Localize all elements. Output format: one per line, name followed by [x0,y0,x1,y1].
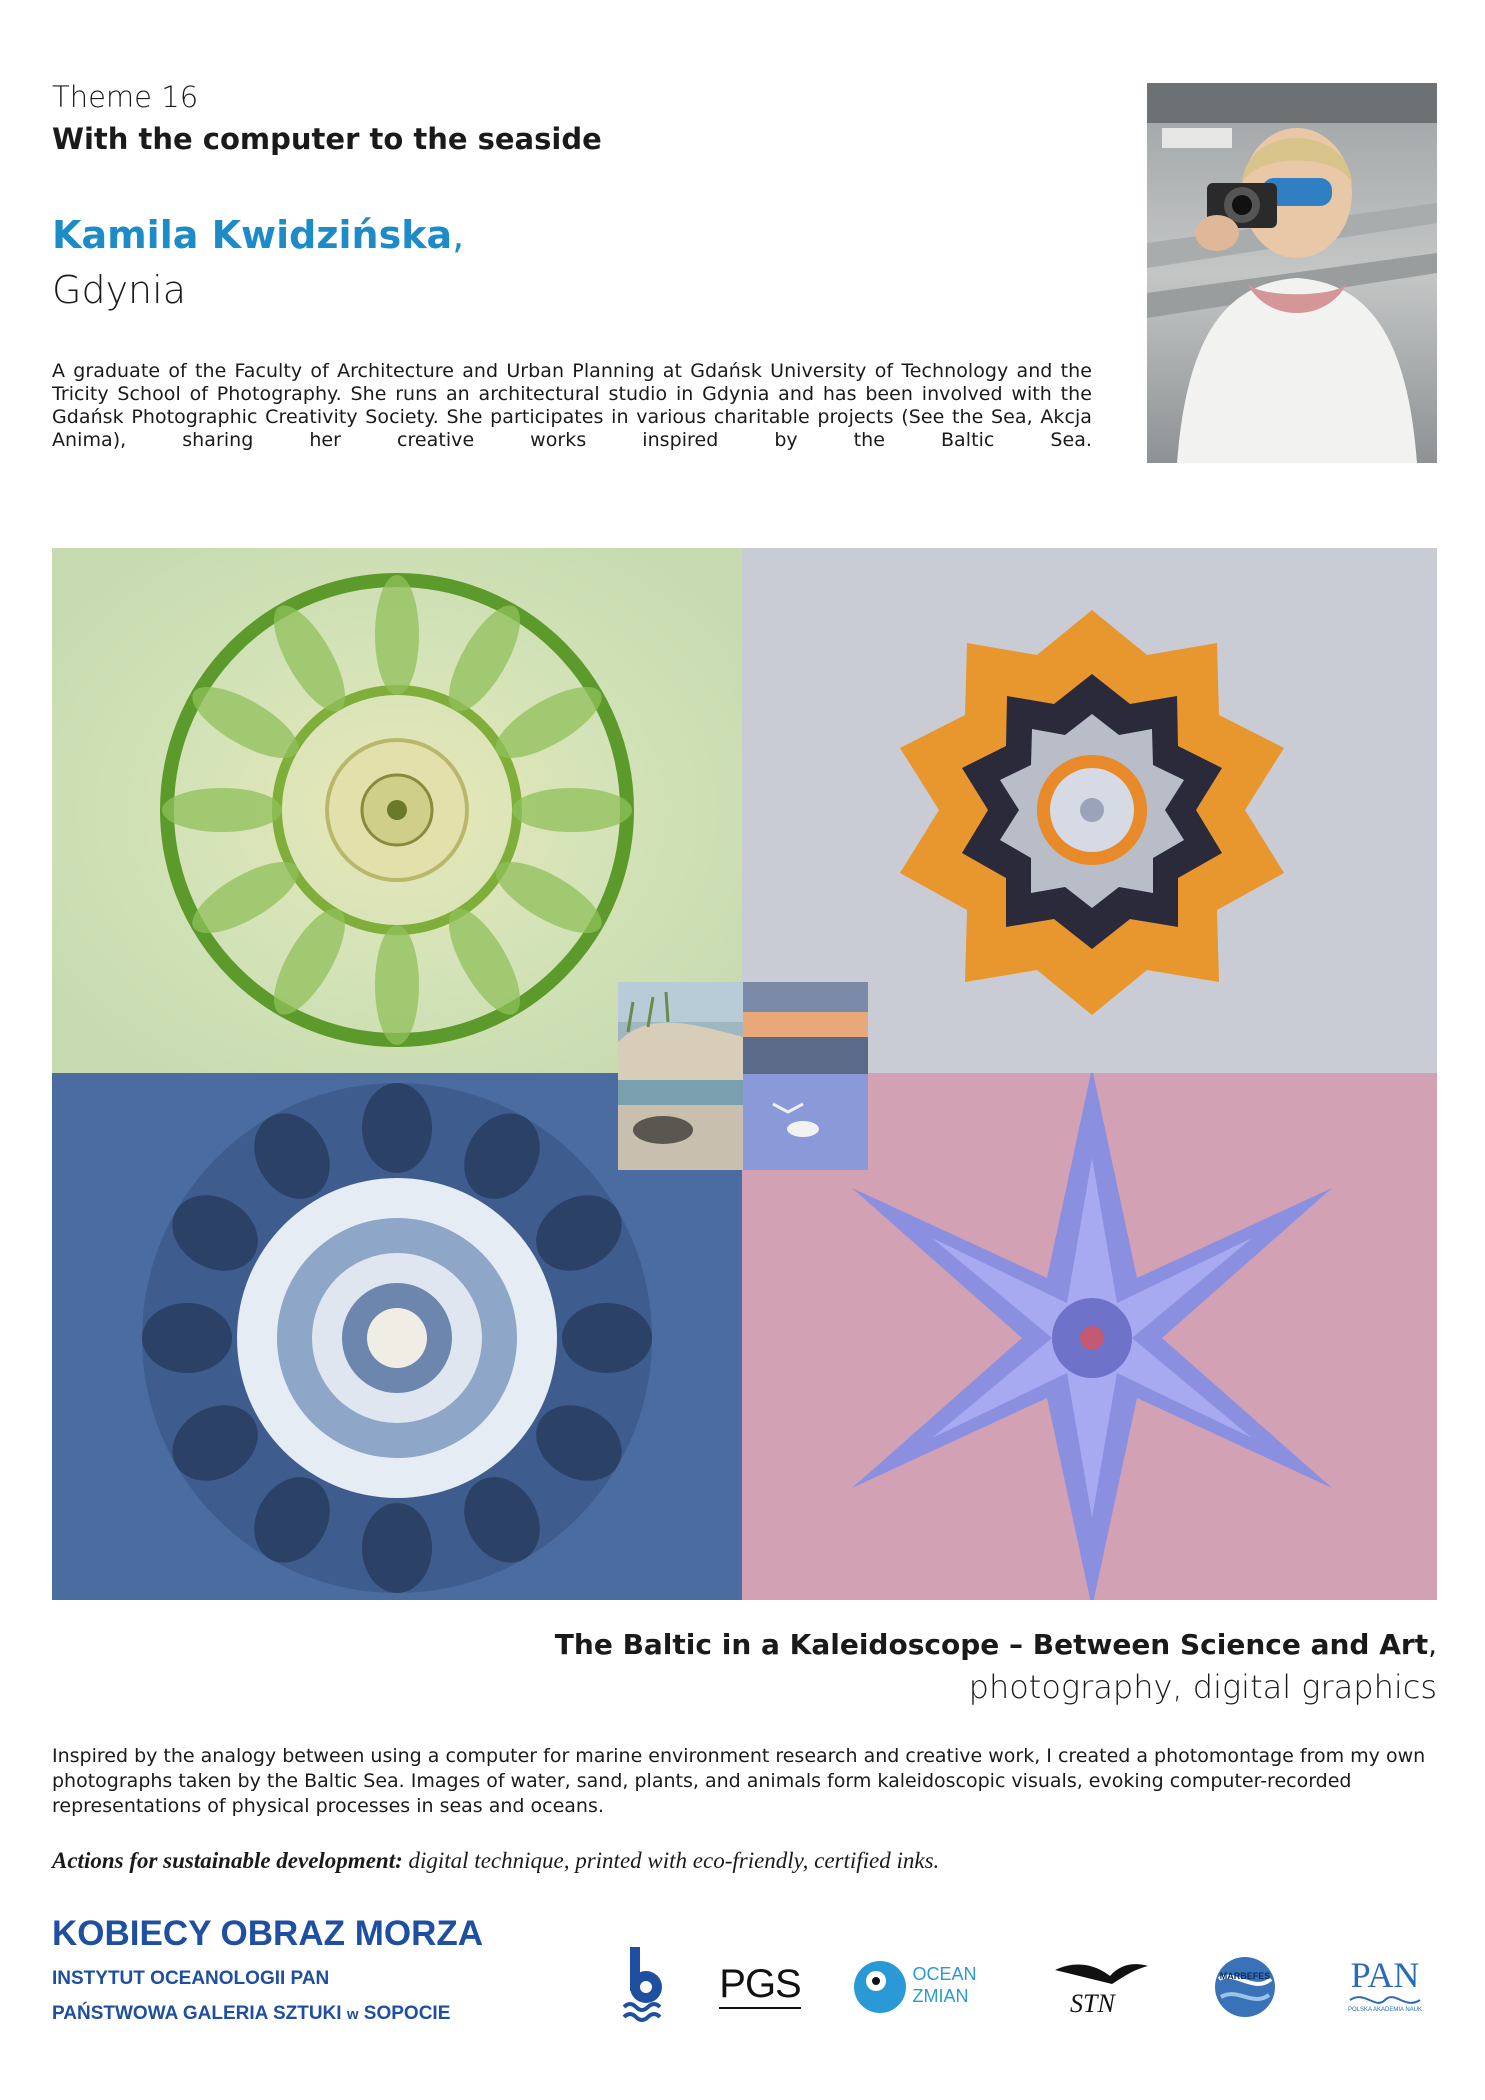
pan-academy-logo [1340,1945,1430,2025]
pan-wave-icon [1345,1993,1425,2007]
seagull-photo [743,1074,868,1170]
pgs-logo-text: PGS [719,1962,800,2009]
pgs-logo [719,1945,801,2025]
ocean-text: OCEAN [912,1964,977,1984]
actions-label: Actions for sustainable development: [52,1848,403,1873]
ocean-zmian-logo [848,1945,983,2025]
footer-institute: INSTYTUT OCEANOLOGII PAN [52,1968,330,1989]
theme-title: With the computer to the seaside [52,122,602,156]
author-bio: A graduate of the Faculty of Architecture and Urban Planning at Gdańsk University of Technology and the Tricity School of Photography. She runs an architectural studio in Gdynia and has been involved with the Gdańsk Photographic Creativity Society. She participates in various charitable projects (See the Sea, Akcja Anima), sharing her creative works inspired by the Baltic Sea. [52,360,1092,451]
artwork-title [555,1628,1437,1661]
artwork-title-text: The Baltic in a Kaleidoscope – Between Science and Art [554,1628,1429,1661]
author-portrait-photo [1147,83,1437,463]
zmian-text: ZMIAN [912,1986,969,2006]
pan-logo-text: PAN [1350,1955,1420,1995]
author-city: Gdynia [52,268,186,312]
footer-project-title: KOBIECY OBRAZ MORZA [52,1914,484,1953]
footer-gallery-w: w [346,2006,359,2023]
author-name [52,213,464,257]
dune-photo [618,982,743,1080]
theme-label: Theme 16 [52,80,199,114]
footer-gallery-part2: SOPOCIE [358,2003,451,2024]
stn-logo [1050,1945,1150,2025]
seal-photo [618,1080,743,1170]
marbefes-text: MARBEFES [1219,1971,1271,1981]
sustainability-actions [52,1848,939,1874]
sunset-photo [743,982,868,1074]
actions-text: digital technique, printed with eco-friendly, certified inks. [402,1848,940,1873]
footer-gallery-part1: PAŃSTWOWA GALERIA SZTUKI [52,2003,347,2024]
marbefes-globe-icon [1209,1949,1281,2021]
ocean-drop-icon [854,1955,906,2015]
kaleidoscope-collage [52,548,1437,1600]
stn-logo-text: STN [1070,1989,1115,2018]
artwork-title-comma: , [1428,1628,1437,1661]
io-pan-logo-icon [620,1945,670,2025]
author-name-comma: , [452,213,465,257]
artwork-medium: photography, digital graphics [968,1668,1437,1706]
footer-gallery [52,2003,450,2025]
author-name-text: Kamila Kwidzińska [52,213,453,257]
marbefes-logo [1205,1945,1285,2025]
pan-logo-subtitle: POLSKA AKADEMIA NAUK [1347,2007,1423,2013]
stn-bird-icon [1050,1950,1150,2020]
artwork-description: Inspired by the analogy between using a computer for marine environment research and creative work, I created a photomontage from my own photographs taken by the Baltic Sea. Images of water, sand, plants, and animals form kaleidoscopic visuals, evoking computer-recorded representations of physical processes in seas and oceans. [52,1745,1426,1817]
